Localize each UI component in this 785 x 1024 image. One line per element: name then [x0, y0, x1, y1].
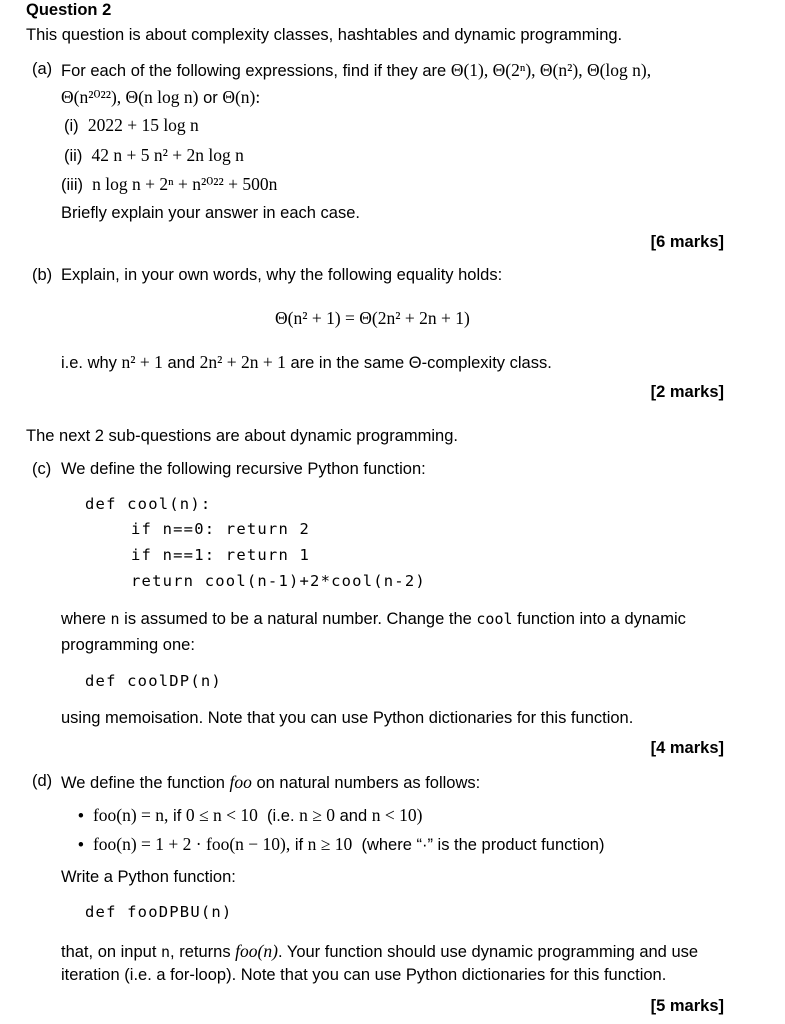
code-line-if0: if n==0: return 2 [131, 520, 311, 538]
part-a-item-ii: (ii) 42 n + 5 n² + 2n log n [64, 145, 244, 165]
part-d-bullet-2: • foo(n) = 1 + 2 · foo(n − 10), if n ≥ 10 (where “·” is the product function) [78, 834, 605, 854]
part-a-marks: [6 marks] [650, 233, 724, 251]
part-c-memo: using memoisation. Note that you can use Python dictionaries for this function. [61, 709, 634, 727]
part-a-text: For each of the following expressions, find if they are Θ(1), Θ(2ⁿ), Θ(n²), Θ(log n), [61, 60, 652, 80]
code-line-return: return cool(n-1)+2*cool(n-2) [131, 572, 426, 590]
part-d-marks: [5 marks] [650, 997, 724, 1015]
part-a-label: (a) [32, 60, 53, 78]
part-b-label: (b) [32, 266, 53, 284]
part-c-marks: [4 marks] [650, 739, 724, 757]
part-b-text: Explain, in your own words, why the following equality holds: [61, 266, 503, 284]
part-d-bullet-1: • foo(n) = n, if 0 ≤ n < 10 (i.e. n ≥ 0 and n < 10) [78, 805, 423, 825]
part-d-label: (d) [32, 772, 53, 790]
part-a-classes-line1: Θ(1), Θ(2ⁿ), Θ(n²), Θ(log n), [450, 60, 652, 80]
question-intro: This question is about complexity classes, hashtables and dynamic programming. [26, 26, 623, 44]
part-d-text: We define the function foo on natural numbers as follows: [61, 772, 481, 792]
part-c-where-line2: programming one: [61, 636, 195, 654]
part-a-explain: Briefly explain your answer in each case. [61, 204, 360, 222]
dp-intro: The next 2 sub-questions are about dynamic programming. [26, 427, 458, 445]
part-b-ie: i.e. why n² + 1 and 2n² + 2n + 1 are in the same Θ-complexity class. [61, 352, 552, 372]
code-line-fooDPBU: def fooDPBU(n) [85, 903, 233, 921]
part-c-where: where n is assumed to be a natural number. Change the cool function into a dynamic [61, 610, 686, 628]
part-a-text-line2: Θ(n²⁰²²), Θ(n log n) or Θ(n): [61, 87, 261, 107]
code-line-coolDP: def coolDP(n) [85, 672, 222, 690]
part-b-marks: [2 marks] [650, 383, 724, 401]
part-d-that: that, on input n, returns foo(n). Your function should use dynamic programming and use [61, 941, 699, 961]
part-b-equation: Θ(n² + 1) = Θ(2n² + 2n + 1) [275, 308, 470, 328]
part-c-text: We define the following recursive Python function: [61, 460, 426, 478]
question-title: Question 2 [26, 1, 112, 19]
part-d-write: Write a Python function: [61, 868, 236, 886]
part-c-label: (c) [32, 460, 52, 478]
part-d-line2: iteration (i.e. a for-loop). Note that you can use Python dictionaries for this function. [61, 966, 667, 984]
code-line-def: def cool(n): [85, 495, 212, 513]
part-a-item-iii: (iii) n log n + 2ⁿ + n²⁰²² + 500n [61, 174, 278, 194]
part-a-item-i: (i) 2022 + 15 log n [64, 115, 199, 135]
code-line-if1: if n==1: return 1 [131, 546, 311, 564]
